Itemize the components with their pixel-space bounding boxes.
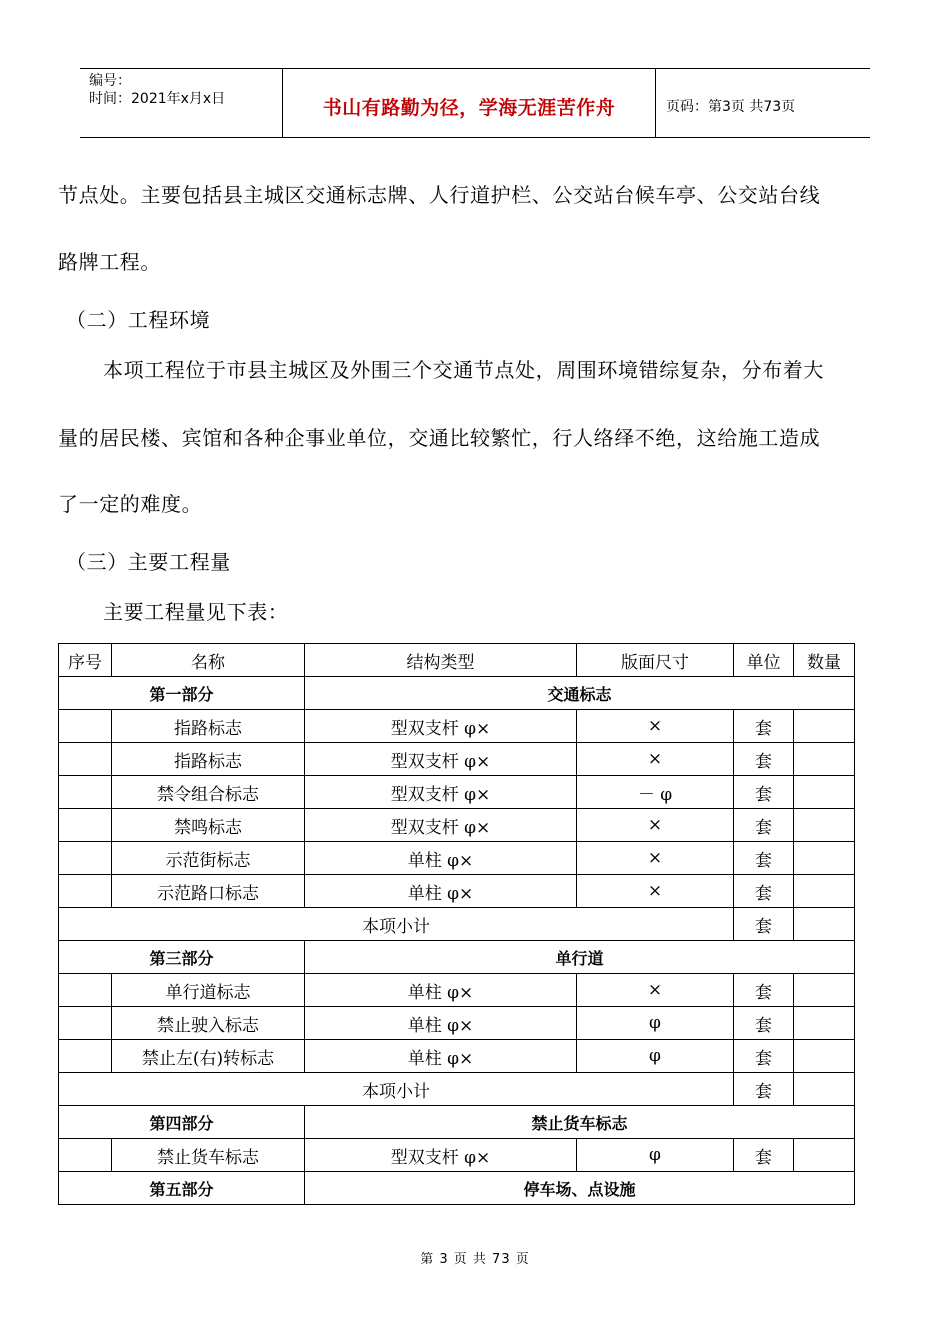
cell-name: 单行道标志 bbox=[112, 974, 305, 1007]
cell-type: 单柱 φ× bbox=[305, 842, 577, 875]
table-row bbox=[59, 776, 855, 809]
cell-size: × bbox=[577, 743, 734, 776]
cell-size: × bbox=[577, 875, 734, 908]
cell-type: 型双支杆 φ× bbox=[305, 743, 577, 776]
cell-size: × bbox=[577, 809, 734, 842]
subtotal-label: 本项小计 bbox=[59, 908, 734, 941]
cell-unit: 套 bbox=[734, 974, 794, 1007]
header-page-info: 页码：第3页 共73页 bbox=[666, 99, 796, 115]
paragraph-line: 节点处。主要包括县主城区交通标志牌、人行道护栏、公交站台候车亭、公交站台线 bbox=[58, 183, 821, 207]
cell-qty bbox=[794, 908, 855, 941]
cell-name: 示范路口标志 bbox=[112, 875, 305, 908]
cell-index bbox=[59, 776, 112, 809]
table-row bbox=[59, 1139, 855, 1172]
section-heading: （三）主要工程量 bbox=[66, 550, 231, 574]
cell-index bbox=[59, 710, 112, 743]
cell-size: × bbox=[577, 974, 734, 1007]
section-part: 第一部分 bbox=[59, 677, 305, 710]
section-title: 停车场、点设施 bbox=[305, 1172, 855, 1205]
cell-type: 型双支杆 φ× bbox=[305, 710, 577, 743]
cell-name: 禁止货车标志 bbox=[112, 1139, 305, 1172]
cell-qty bbox=[794, 776, 855, 809]
table-row bbox=[59, 1040, 855, 1073]
cell-unit: 套 bbox=[734, 908, 794, 941]
cell-index bbox=[59, 743, 112, 776]
cell-size: － φ bbox=[577, 776, 734, 809]
column-header: 版面尺寸 bbox=[577, 644, 734, 677]
cell-size: φ bbox=[577, 1040, 734, 1073]
page-header bbox=[80, 68, 870, 138]
cell-unit: 套 bbox=[734, 776, 794, 809]
quantity-table bbox=[58, 643, 855, 1205]
cell-qty bbox=[794, 1073, 855, 1106]
cell-name: 禁令组合标志 bbox=[112, 776, 305, 809]
section-title: 单行道 bbox=[305, 941, 855, 974]
cell-unit: 套 bbox=[734, 1073, 794, 1106]
cell-unit: 套 bbox=[734, 1007, 794, 1040]
cell-type: 型双支杆 φ× bbox=[305, 776, 577, 809]
table-row bbox=[59, 743, 855, 776]
section-part: 第三部分 bbox=[59, 941, 305, 974]
paragraph-line: 本项工程位于市县主城区及外围三个交通节点处，周围环境错综复杂，分布着大 bbox=[103, 358, 824, 382]
column-header: 名称 bbox=[112, 644, 305, 677]
cell-qty bbox=[794, 1040, 855, 1073]
section-row bbox=[59, 1106, 855, 1139]
cell-size: φ bbox=[577, 1139, 734, 1172]
cell-type: 单柱 φ× bbox=[305, 974, 577, 1007]
cell-name: 禁止驶入标志 bbox=[112, 1007, 305, 1040]
paragraph-line: 了一定的难度。 bbox=[58, 492, 203, 516]
cell-index bbox=[59, 1139, 112, 1172]
subtotal-label: 本项小计 bbox=[59, 1073, 734, 1106]
cell-name: 指路标志 bbox=[112, 710, 305, 743]
cell-unit: 套 bbox=[734, 743, 794, 776]
section-heading: （二）工程环境 bbox=[66, 308, 211, 332]
cell-size: × bbox=[577, 842, 734, 875]
subtotal-row bbox=[59, 908, 855, 941]
document-number: 编号： bbox=[89, 73, 131, 89]
section-row bbox=[59, 677, 855, 710]
document-time: 时间：2021年x月x日 bbox=[89, 91, 226, 107]
cell-index bbox=[59, 875, 112, 908]
cell-unit: 套 bbox=[734, 875, 794, 908]
section-title: 禁止货车标志 bbox=[305, 1106, 855, 1139]
cell-index bbox=[59, 1007, 112, 1040]
cell-unit: 套 bbox=[734, 809, 794, 842]
section-title: 交通标志 bbox=[305, 677, 855, 710]
table-row bbox=[59, 809, 855, 842]
section-row bbox=[59, 1172, 855, 1205]
column-header: 数量 bbox=[794, 644, 855, 677]
cell-unit: 套 bbox=[734, 1040, 794, 1073]
header-motto: 书山有路勤为径，学海无涯苦作舟 bbox=[322, 97, 616, 119]
section-row bbox=[59, 941, 855, 974]
table-row bbox=[59, 842, 855, 875]
cell-qty bbox=[794, 809, 855, 842]
cell-qty bbox=[794, 842, 855, 875]
cell-unit: 套 bbox=[734, 842, 794, 875]
table-row bbox=[59, 1007, 855, 1040]
cell-type: 单柱 φ× bbox=[305, 1040, 577, 1073]
cell-index bbox=[59, 974, 112, 1007]
cell-size: × bbox=[577, 710, 734, 743]
cell-unit: 套 bbox=[734, 710, 794, 743]
paragraph-line: 量的居民楼、宾馆和各种企事业单位，交通比较繁忙，行人络绎不绝，这给施工造成 bbox=[58, 426, 821, 450]
cell-type: 型双支杆 φ× bbox=[305, 809, 577, 842]
cell-index bbox=[59, 1040, 112, 1073]
cell-qty bbox=[794, 1007, 855, 1040]
cell-qty bbox=[794, 710, 855, 743]
cell-index bbox=[59, 842, 112, 875]
table-row bbox=[59, 974, 855, 1007]
cell-type: 单柱 φ× bbox=[305, 875, 577, 908]
table-row bbox=[59, 710, 855, 743]
paragraph-line: 主要工程量见下表： bbox=[103, 600, 289, 624]
column-header: 序号 bbox=[59, 644, 112, 677]
table-header-row bbox=[59, 644, 855, 677]
cell-unit: 套 bbox=[734, 1139, 794, 1172]
cell-qty bbox=[794, 1139, 855, 1172]
header-page-cell bbox=[656, 69, 870, 137]
subtotal-row bbox=[59, 1073, 855, 1106]
cell-name: 禁鸣标志 bbox=[112, 809, 305, 842]
cell-name: 示范街标志 bbox=[112, 842, 305, 875]
cell-size: φ bbox=[577, 1007, 734, 1040]
cell-name: 禁止左(右)转标志 bbox=[112, 1040, 305, 1073]
cell-type: 型双支杆 φ× bbox=[305, 1139, 577, 1172]
column-header: 结构类型 bbox=[305, 644, 577, 677]
page-footer: 第 3 页 共 73 页 bbox=[420, 1252, 530, 1267]
cell-name: 指路标志 bbox=[112, 743, 305, 776]
cell-qty bbox=[794, 743, 855, 776]
section-part: 第四部分 bbox=[59, 1106, 305, 1139]
cell-qty bbox=[794, 974, 855, 1007]
cell-type: 单柱 φ× bbox=[305, 1007, 577, 1040]
header-meta bbox=[80, 69, 282, 137]
table-row bbox=[59, 875, 855, 908]
cell-index bbox=[59, 809, 112, 842]
column-header: 单位 bbox=[734, 644, 794, 677]
paragraph-line: 路牌工程。 bbox=[58, 250, 161, 274]
header-motto-cell bbox=[282, 69, 656, 137]
section-part: 第五部分 bbox=[59, 1172, 305, 1205]
cell-qty bbox=[794, 875, 855, 908]
